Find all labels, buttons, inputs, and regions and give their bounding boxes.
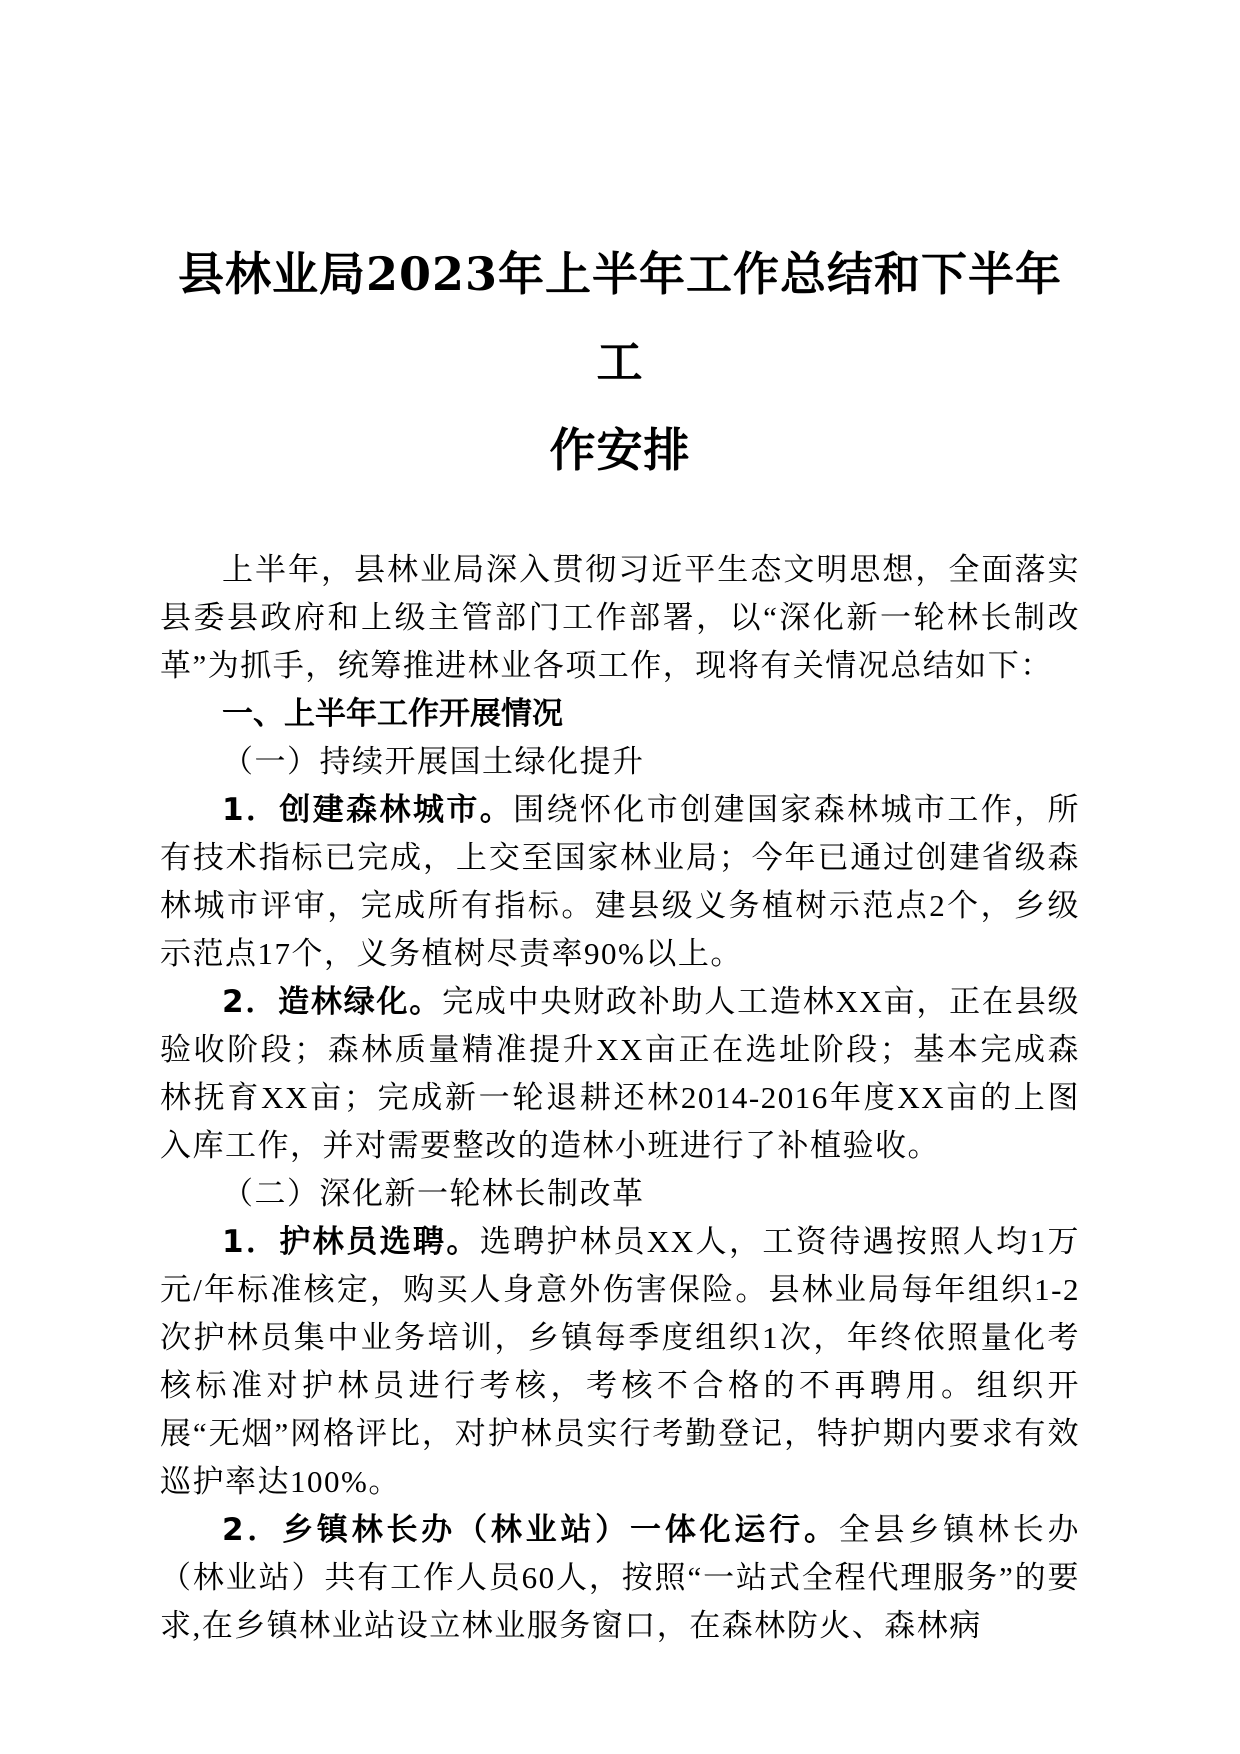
document-page <box>160 230 1080 1650</box>
document-body <box>160 546 1080 1650</box>
paragraph-text: 完成中央财政补助人工造林XX亩，正在县级验收阶段；森林质量精准提升XX亩正在选址阶段；基本完成森林抚育XX亩；完成新一轮退耕还林2014-2016年度XX亩的上图入库工作，并对需要整改的造林小班进行了补植验收。 <box>160 984 1080 1163</box>
paragraph-ranger-hiring <box>160 1218 1080 1506</box>
paragraph-lead: 2．造林绿化。 <box>222 984 443 1020</box>
paragraph-lead: 2．乡镇林长办（林业站）一体化运行。 <box>222 1512 839 1548</box>
paragraph-forest-city <box>160 786 1080 978</box>
title-line-1: 县林业局2023年上半年工作总结和下半年工 <box>177 247 1063 389</box>
subsection-heading-1: （一）持续开展国土绿化提升 <box>222 744 645 779</box>
paragraph-text: 选聘护林员XX人，工资待遇按照人均1万元/年标准核定，购买人身意外伤害保险。县林业局每年组织1-2次护林员集中业务培训，乡镇每季度组织1次，年终依照量化考核标准对护林员进行考核，考核不合格的不再聘用。组织开展“无烟”网格评比，对护林员实行考勤登记，特护期内要求有效巡护率达100%。 <box>160 1224 1080 1499</box>
document-title <box>160 230 1080 494</box>
paragraph-township-office <box>160 1506 1080 1650</box>
section-heading-1: 一、上半年工作开展情况 <box>222 696 563 732</box>
subsection-heading-2: （二）深化新一轮林长制改革 <box>222 1176 645 1211</box>
title-line-2: 作安排 <box>549 423 691 477</box>
paragraph-lead: 1．创建森林城市。 <box>222 792 514 828</box>
paragraph-text: 全县乡镇林长办（林业站）共有工作人员60人，按照“一站式全程代理服务”的要求,在乡镇林业站设立林业服务窗口，在森林防火、森林病 <box>160 1512 1080 1643</box>
paragraph-lead: 1．护林员选聘。 <box>222 1224 480 1260</box>
intro-paragraph: 上半年，县林业局深入贯彻习近平生态文明思想，全面落实县委县政府和上级主管部门工作部署，以“深化新一轮林长制改革”为抓手，统筹推进林业各项工作，现将有关情况总结如下： <box>160 552 1080 683</box>
paragraph-text: 围绕怀化市创建国家森林城市工作，所有技术指标已完成，上交至国家林业局；今年已通过创建省级森林城市评审，完成所有指标。建县级义务植树示范点2个，乡级示范点17个，义务植树尽责率90%以上。 <box>160 792 1081 971</box>
paragraph-afforestation <box>160 978 1080 1170</box>
